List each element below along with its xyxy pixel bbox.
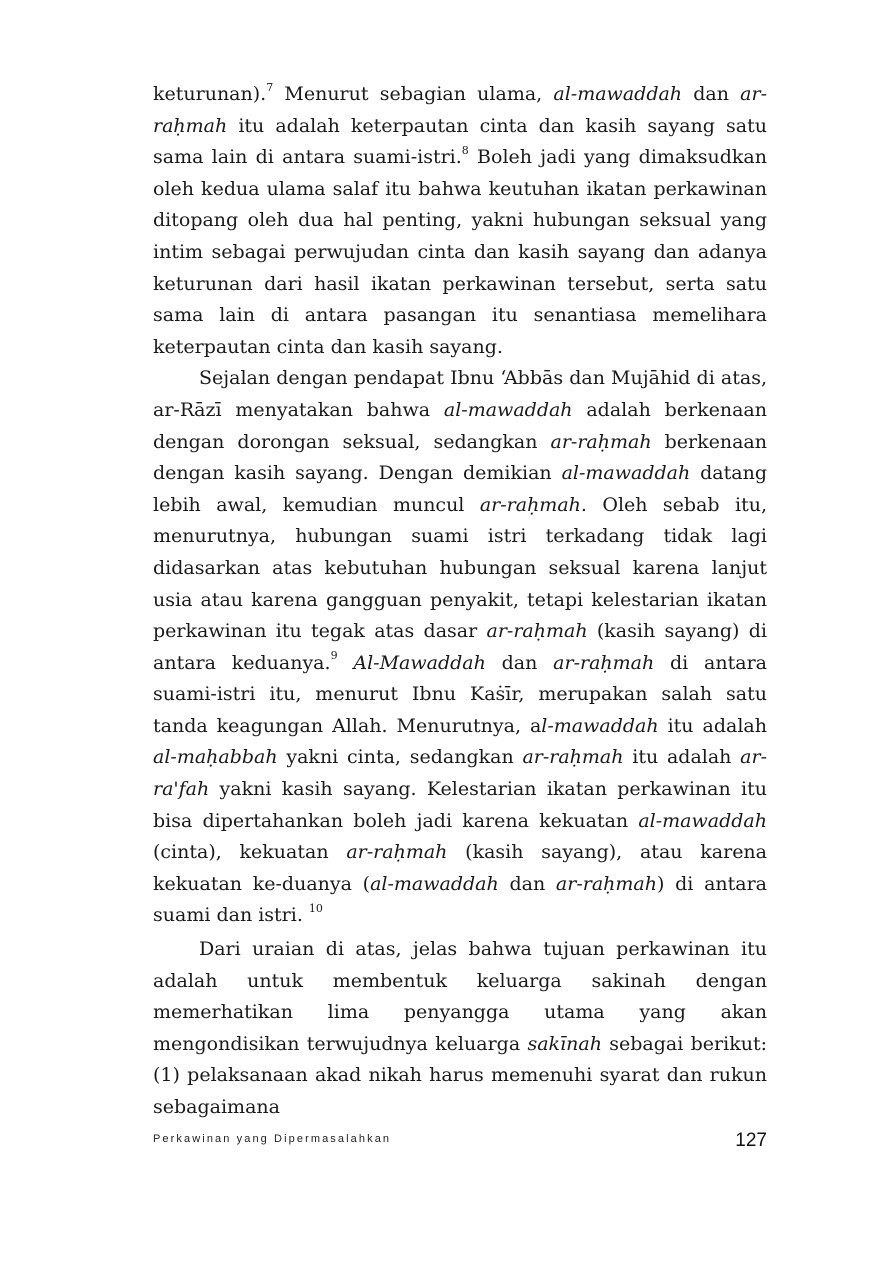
text-run: Sejalan dengan pendapat Ibnu ‘Abbās dan Mujāhid di atas, ar-Rāzī menyatakan bahwa bbox=[153, 367, 767, 421]
text-run: Dari uraian di atas, jelas bahwa tujuan perkawinan itu adalah untuk membentuk keluarga sakinah dengan memerhatikan lima penyangga utama yang akan mengondisikan terwujudnya keluarga bbox=[153, 938, 767, 1055]
italic-term: sakīnah bbox=[527, 1032, 602, 1055]
text-run: yakni kasih sayang. Kelestarian ikatan perkawinan itu bisa dipertahankan boleh jadi karena kekuatan bbox=[153, 778, 767, 832]
text-run: itu adalah bbox=[623, 746, 741, 769]
body-text bbox=[153, 79, 767, 1124]
italic-term: al-mawaddah bbox=[638, 809, 767, 832]
paragraph-3 bbox=[153, 934, 767, 1124]
text-run: sebagai berikut: (1) pelaksanaan akad nikah harus memenuhi syarat dan rukun sebagaimana bbox=[153, 1032, 767, 1118]
text-run: datang lebih awal, kemudian muncul bbox=[153, 462, 767, 516]
italic-term: Al-Mawaddah bbox=[353, 651, 486, 674]
text-run: (kasih sayang), atau karena kekuatan ke-duanya ( bbox=[153, 841, 767, 895]
text-run: dan bbox=[498, 872, 556, 895]
italic-term: ar-raḥmah bbox=[486, 620, 588, 643]
italic-term: al-mawaddah bbox=[443, 398, 573, 421]
italic-term: al-mawaddah bbox=[553, 83, 683, 105]
running-footer-title: Perkawinan yang Dipermasalahkan bbox=[153, 1133, 392, 1145]
text-run: di antara suami-istri itu, menurut Ibnu Kaṡīr, merupakan salah satu tanda keagungan Allah. Menurutnya, a bbox=[153, 651, 767, 737]
text-run: yakni cinta, sedangkan bbox=[277, 746, 523, 769]
text-run bbox=[338, 652, 354, 674]
text-run: (kasih sayang) di antara keduanya. bbox=[153, 620, 767, 674]
text-run: dan bbox=[682, 83, 741, 105]
italic-term: ar-raḥmah bbox=[522, 746, 624, 769]
page-number: 127 bbox=[735, 1130, 767, 1151]
italic-term: ar-raḥmah bbox=[550, 430, 652, 453]
italic-term: ar-raḥmah bbox=[555, 872, 657, 895]
text-run: adalah berkenaan dengan dorongan seksual, sedangkan bbox=[153, 398, 767, 453]
footnote-marker: 7 bbox=[266, 80, 274, 94]
paragraph-2 bbox=[153, 363, 767, 932]
footnote-marker: 10 bbox=[308, 902, 323, 916]
text-run: itu adalah bbox=[658, 714, 767, 737]
text-run: itu adalah keterpautan cinta dan kasih sayang satu sama lain di antara suami-istri. bbox=[153, 114, 767, 169]
italic-term: ar-ra'fah bbox=[153, 746, 767, 801]
paragraph-1 bbox=[153, 79, 767, 363]
text-run: (cinta), kekuatan bbox=[153, 841, 347, 864]
italic-term: al-mawaddah bbox=[561, 462, 691, 485]
italic-term: ar-raḥmah bbox=[346, 841, 448, 864]
text-run: berkenaan dengan kasih sayang. Dengan demikian bbox=[153, 430, 767, 485]
italic-term: ar-raḥmah bbox=[479, 493, 581, 516]
text-run: ) di antara suami dan istri. bbox=[153, 872, 768, 927]
text-run: dan bbox=[485, 651, 554, 674]
footnote-marker: 9 bbox=[330, 649, 338, 663]
footnote-marker: 8 bbox=[461, 143, 469, 157]
italic-term: ar-raḥmah bbox=[153, 83, 767, 137]
italic-term: l-mawaddah bbox=[541, 714, 659, 737]
text-run: Menurut sebagian ulama, bbox=[273, 83, 554, 105]
text-run: Boleh jadi yang dimaksudkan oleh kedua ulama salaf itu bahwa keutuhan ikatan perkawinan ditopang oleh dua hal penting, yakni hubungan seksual yang intim sebagai perwujudan cinta dan kasih sayang dan adanya keturunan dari hasil ikatan perkawinan tersebut, serta satu sama lain di antara pasangan itu senantiasa memelihara keterpautan cinta dan kasih sayang. bbox=[153, 146, 767, 358]
italic-term: ar-raḥmah bbox=[553, 651, 655, 674]
italic-term: al-mawaddah bbox=[370, 872, 499, 895]
italic-term: al-maḥabbah bbox=[153, 746, 278, 769]
text-run: keturunan). bbox=[153, 83, 267, 105]
text-run: . Oleh sebab itu, menurutnya, hubungan suami istri terkadang tidak lagi didasarkan atas kebutuhan hubungan seksual karena lanjut usia atau karena gangguan penyakit, tetapi kelestarian ikatan perkawinan itu tegak atas dasar bbox=[153, 493, 767, 643]
